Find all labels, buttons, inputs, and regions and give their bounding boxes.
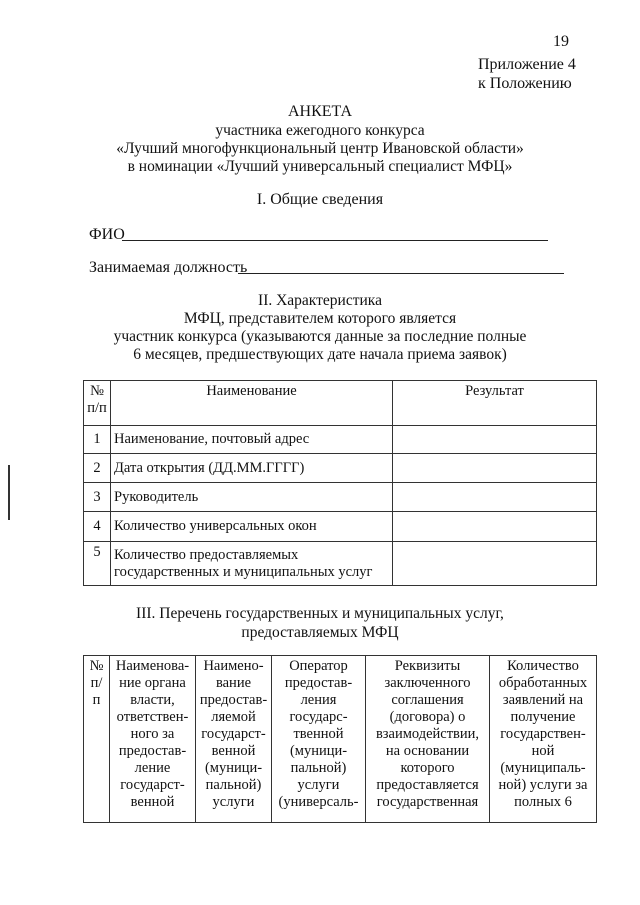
header-num: № п/п [84, 381, 111, 426]
header-service-name: Наимено-вание предостав-ляемой государст-венной (муници-пальной) услуги [196, 656, 272, 823]
row-num: 4 [84, 512, 111, 542]
header-authority: Наименова-ние органа власти, ответствен-ного за предостав-ление государст-венной [110, 656, 196, 823]
row-name: Руководитель [111, 483, 393, 512]
appendix-label: Приложение 4 [478, 56, 576, 73]
row-name: Количество предоставляемых государственных и муниципальных услуг [111, 542, 393, 586]
row-result[interactable] [393, 542, 597, 586]
row-name: Наименование, почтовый адрес [111, 426, 393, 454]
document-subtitle [0, 122, 640, 176]
section1-heading: I. Общие сведения [256, 191, 384, 208]
heading-line: II. Характеристика [258, 292, 382, 309]
page-number: 19 [553, 33, 569, 50]
row-name: Дата открытия (ДД.ММ.ГГГГ) [111, 454, 393, 483]
header-agreement: Реквизиты заключенного соглашения (договора) о взаимодействии, на основании которого предоставляется государственная [366, 656, 490, 823]
table-row [84, 512, 597, 542]
heading-line: 6 месяцев, предшествующих дате начала приема заявок) [133, 346, 507, 363]
header-result: Результат [393, 381, 597, 426]
row-result[interactable] [393, 483, 597, 512]
table-header-row [84, 656, 597, 823]
heading-line: предоставляемых МФЦ [241, 624, 399, 641]
subtitle-line: в номинации «Лучший универсальный специалист МФЦ» [127, 158, 513, 175]
table-row [84, 426, 597, 454]
fio-label: ФИО [89, 226, 125, 243]
heading-line: участник конкурса (указываются данные за последние полные [113, 328, 527, 345]
document-title: АНКЕТА [287, 103, 353, 120]
table-row [84, 454, 597, 483]
row-result[interactable] [393, 454, 597, 483]
subtitle-line: «Лучший многофункциональный центр Ивановской области» [116, 140, 524, 157]
row-num: 5 [84, 542, 111, 586]
position-label: Занимаемая должность [89, 259, 248, 276]
table-row [84, 483, 597, 512]
characteristics-table [83, 380, 597, 586]
row-num: 3 [84, 483, 111, 512]
row-result[interactable] [393, 512, 597, 542]
header-operator: Оператор предостав-ления государс-твенной (муници-пальной) услуги (универсаль- [272, 656, 366, 823]
row-result[interactable] [393, 426, 597, 454]
fio-field[interactable] [122, 240, 548, 241]
row-num: 1 [84, 426, 111, 454]
heading-line: III. Перечень государственных и муниципальных услуг, [136, 605, 504, 622]
heading-line: МФЦ, представителем которого является [183, 310, 457, 327]
subtitle-line: участника ежегодного конкурса [215, 122, 425, 139]
table-row [84, 542, 597, 586]
appendix-reference: к Положению [478, 75, 572, 92]
position-field[interactable] [238, 273, 564, 274]
header-applications-count: Количество обработанных заявлений на получение государствен-ной (муниципаль-ной) услуги за полных 6 [490, 656, 597, 823]
section2-heading [0, 292, 640, 364]
row-name: Количество универсальных окон [111, 512, 393, 542]
table-header-row [84, 381, 597, 426]
header-num: № п/п [84, 656, 110, 823]
row-num: 2 [84, 454, 111, 483]
header-name: Наименование [111, 381, 393, 426]
services-table [83, 655, 597, 823]
section3-heading [0, 604, 640, 642]
scan-margin-mark [8, 465, 10, 520]
